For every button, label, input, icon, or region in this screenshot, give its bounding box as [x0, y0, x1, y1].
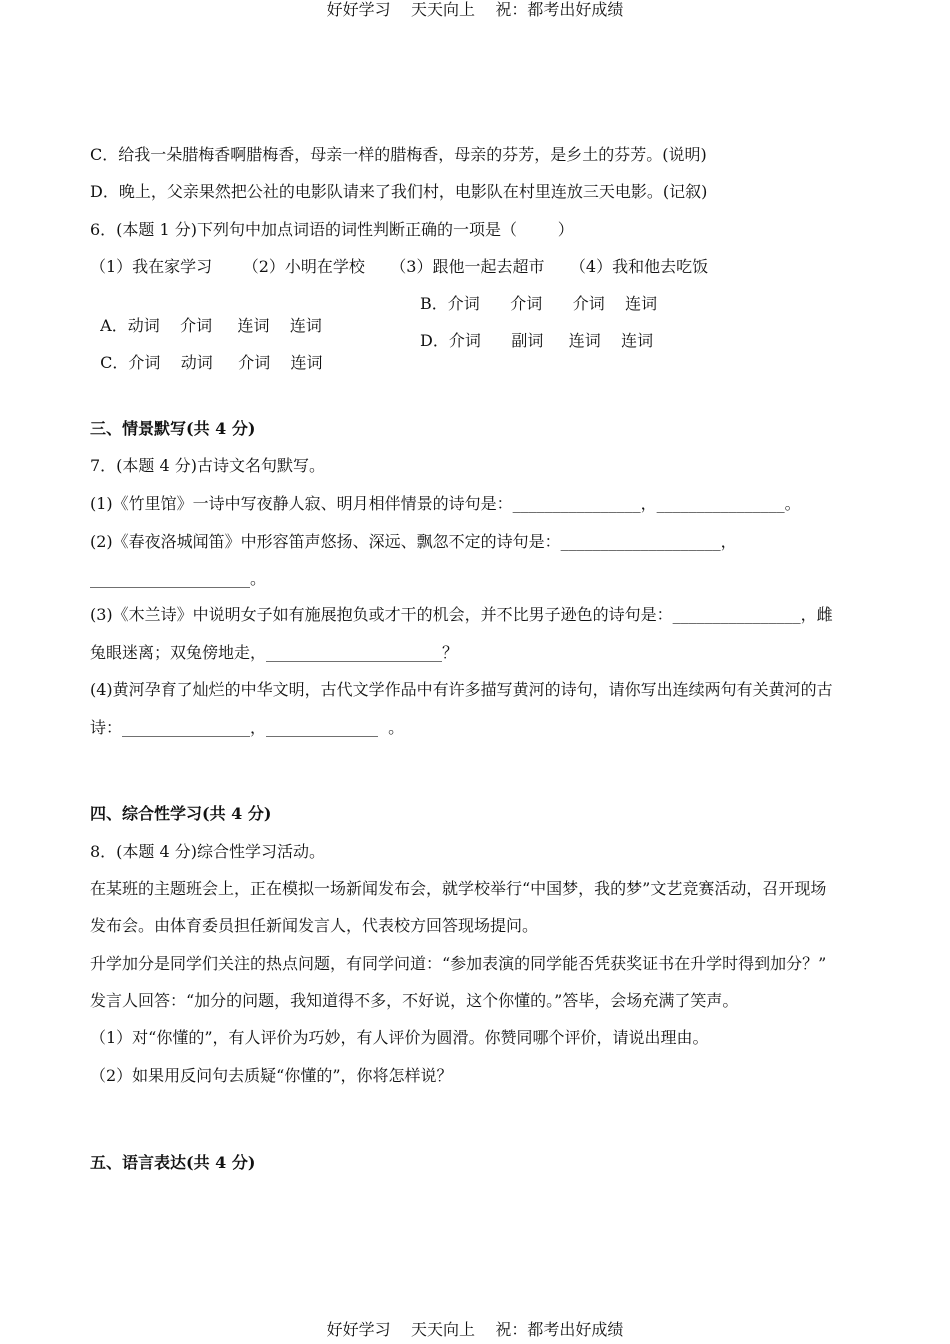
q6-option-a: A．动词 介词 连词 连词	[100, 316, 322, 335]
q7-item-2-line-2: ____________________。	[90, 569, 267, 588]
q6-options-row-2	[90, 330, 870, 396]
q5-option-d: D．晚上，父亲果然把公社的电影队请来了我们村，电影队在村里连放三天电影。(记叙)	[90, 182, 708, 201]
page-footer: 好好学习 天天向上 祝：都考出好成绩	[326, 1320, 624, 1339]
q8-para-2-line-1: 升学加分是同学们关注的热点问题，有同学问道：“参加表演的同学能否凭获奖证书在升学时得到加分？”	[90, 954, 827, 973]
q6-option-c: C．介词 动词 介词 连词	[100, 353, 323, 372]
q7-item-4-line-2: 诗：________________，______________ 。	[90, 718, 405, 737]
q7-item-2-line-1: (2)《春夜洛城闻笛》中形容笛声悠扬、深远、飘忽不定的诗句是：____________________，	[90, 532, 737, 551]
page-header: 好好学习 天天向上 祝：都考出好成绩	[326, 0, 624, 19]
q6-sentences: （1）我在家学习 （2）小明在学校 （3）跟他一起去超市 （4）我和他去吃饭	[90, 257, 709, 276]
q6-option-d: D．介词 副词 连词 连词	[420, 331, 654, 350]
q7-item-4-line-1: (4)黄河孕育了灿烂的中华文明，古代文学作品中有许多描写黄河的诗句，请你写出连续两句有关黄河的古	[90, 680, 833, 699]
q8-para-1-line-1: 在某班的主题班会上，正在模拟一场新闻发布会，就学校举行“中国梦，我的梦”文艺竞赛活动，召开现场	[90, 879, 827, 898]
q8-para-2-line-2: 发言人回答：“加分的问题，我知道得不多，不好说，这个你懂的。”答毕，会场充满了笑声。	[90, 991, 739, 1010]
q7-stem: 7．(本题 4 分)古诗文名句默写。	[90, 456, 326, 475]
q7-item-3-line-2: 兔眼迷离；双兔傍地走，______________________？	[90, 643, 459, 662]
section-4-title: 四、综合性学习(共 4 分)	[90, 804, 272, 823]
q8-stem: 8．(本题 4 分)综合性学习活动。	[90, 842, 326, 861]
q8-sub-question-1: （1）对“你懂的”，有人评价为巧妙，有人评价为圆滑。你赞同哪个评价，请说出理由。	[90, 1028, 709, 1047]
q7-item-3-line-1: (3)《木兰诗》中说明女子如有施展抱负或才干的机会，并不比男子逊色的诗句是：________________，雌	[90, 605, 833, 624]
q7-item-1: (1)《竹里馆》一诗中写夜静人寂、明月相伴情景的诗句是：________________，________________。	[90, 494, 801, 513]
q6-stem: 6．(本题 1 分)下列句中加点词语的词性判断正确的一项是（ ）	[90, 220, 574, 239]
q5-option-c: C．给我一朵腊梅香啊腊梅香，母亲一样的腊梅香，母亲的芬芳，是乡土的芬芳。(说明)	[90, 145, 707, 164]
q8-para-1-line-2: 发布会。由体育委员担任新闻发言人，代表校方回答现场提问。	[90, 916, 539, 935]
q8-sub-question-2: （2）如果用反问句去质疑“你懂的”，你将怎样说？	[90, 1066, 453, 1085]
section-5-title: 五、语言表达(共 4 分)	[90, 1153, 256, 1172]
q6-option-b: B．介词 介词 介词 连词	[420, 294, 658, 313]
section-3-title: 三、情景默写(共 4 分)	[90, 419, 256, 438]
